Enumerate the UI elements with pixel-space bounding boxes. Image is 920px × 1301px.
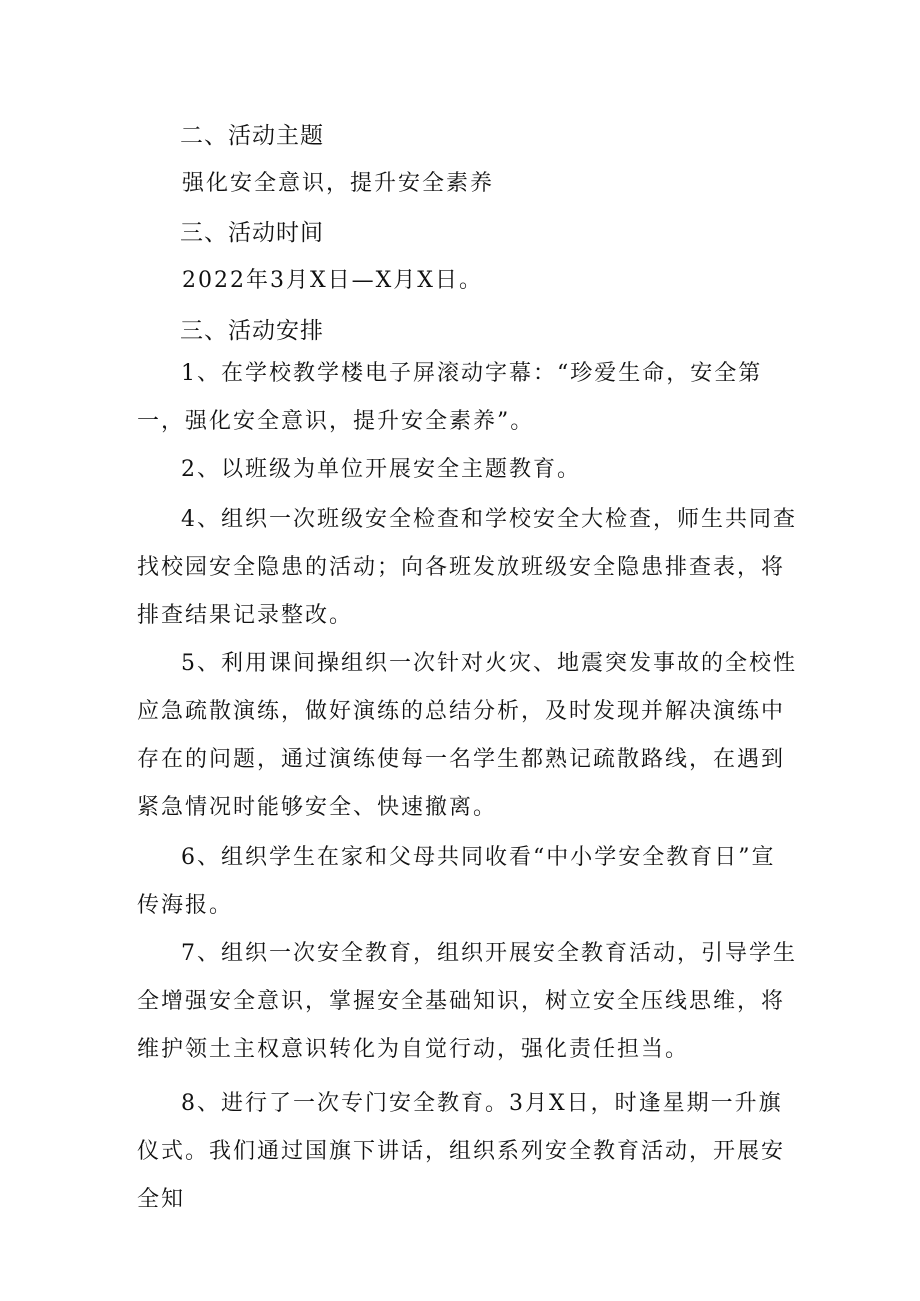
section-heading-arrangement: 三、活动安排 — [180, 318, 324, 344]
arrangement-item-1: 1、在学校教学楼电子屏滚动字幕：“珍爱生命，安全第一，强化安全意识，提升安全素养”。 — [137, 361, 763, 434]
arrangement-item-7: 7、组织一次安全教育，组织开展安全教育活动，引导学生全增强安全意识，掌握安全基础知识，树立安全压线思维，将维护领土主权意识转化为自觉行动，强化责任担当。 — [137, 941, 797, 1062]
arrangement-item-2: 2、以班级为单位开展安全主题教育。 — [181, 457, 581, 482]
section-heading-time: 三、活动时间 — [180, 220, 324, 246]
time-text: 2022年3月X日—X月X日。 — [182, 268, 483, 293]
section-heading-theme: 二、活动主题 — [180, 123, 324, 149]
arrangement-item-6: 6、组织学生在家和父母共同收看“中小学安全教育日”宣传海报。 — [137, 845, 776, 918]
arrangement-item-5: 5、利用课间操组织一次针对火灾、地震突发事故的全校性应急疏散演练，做好演练的总结分析，及时发现并解决演练中存在的问题，通过演练使每一名学生都熟记疏散路线，在遇到紧急情况时能够安全、快速撤离。 — [137, 651, 797, 820]
arrangement-item-4: 4、组织一次班级安全检查和学校安全大检查，师生共同查找校园安全隐患的活动；向各班发放班级安全隐患排查表，将排查结果记录整改。 — [137, 507, 797, 628]
arrangement-item-8: 8、进行了一次专门安全教育。3月X日，时逢星期一升旗仪式。我们通过国旗下讲话，组织系列安全教育活动，开展安全知 — [137, 1091, 786, 1212]
theme-text: 强化安全意识，提升安全素养 — [182, 171, 495, 196]
